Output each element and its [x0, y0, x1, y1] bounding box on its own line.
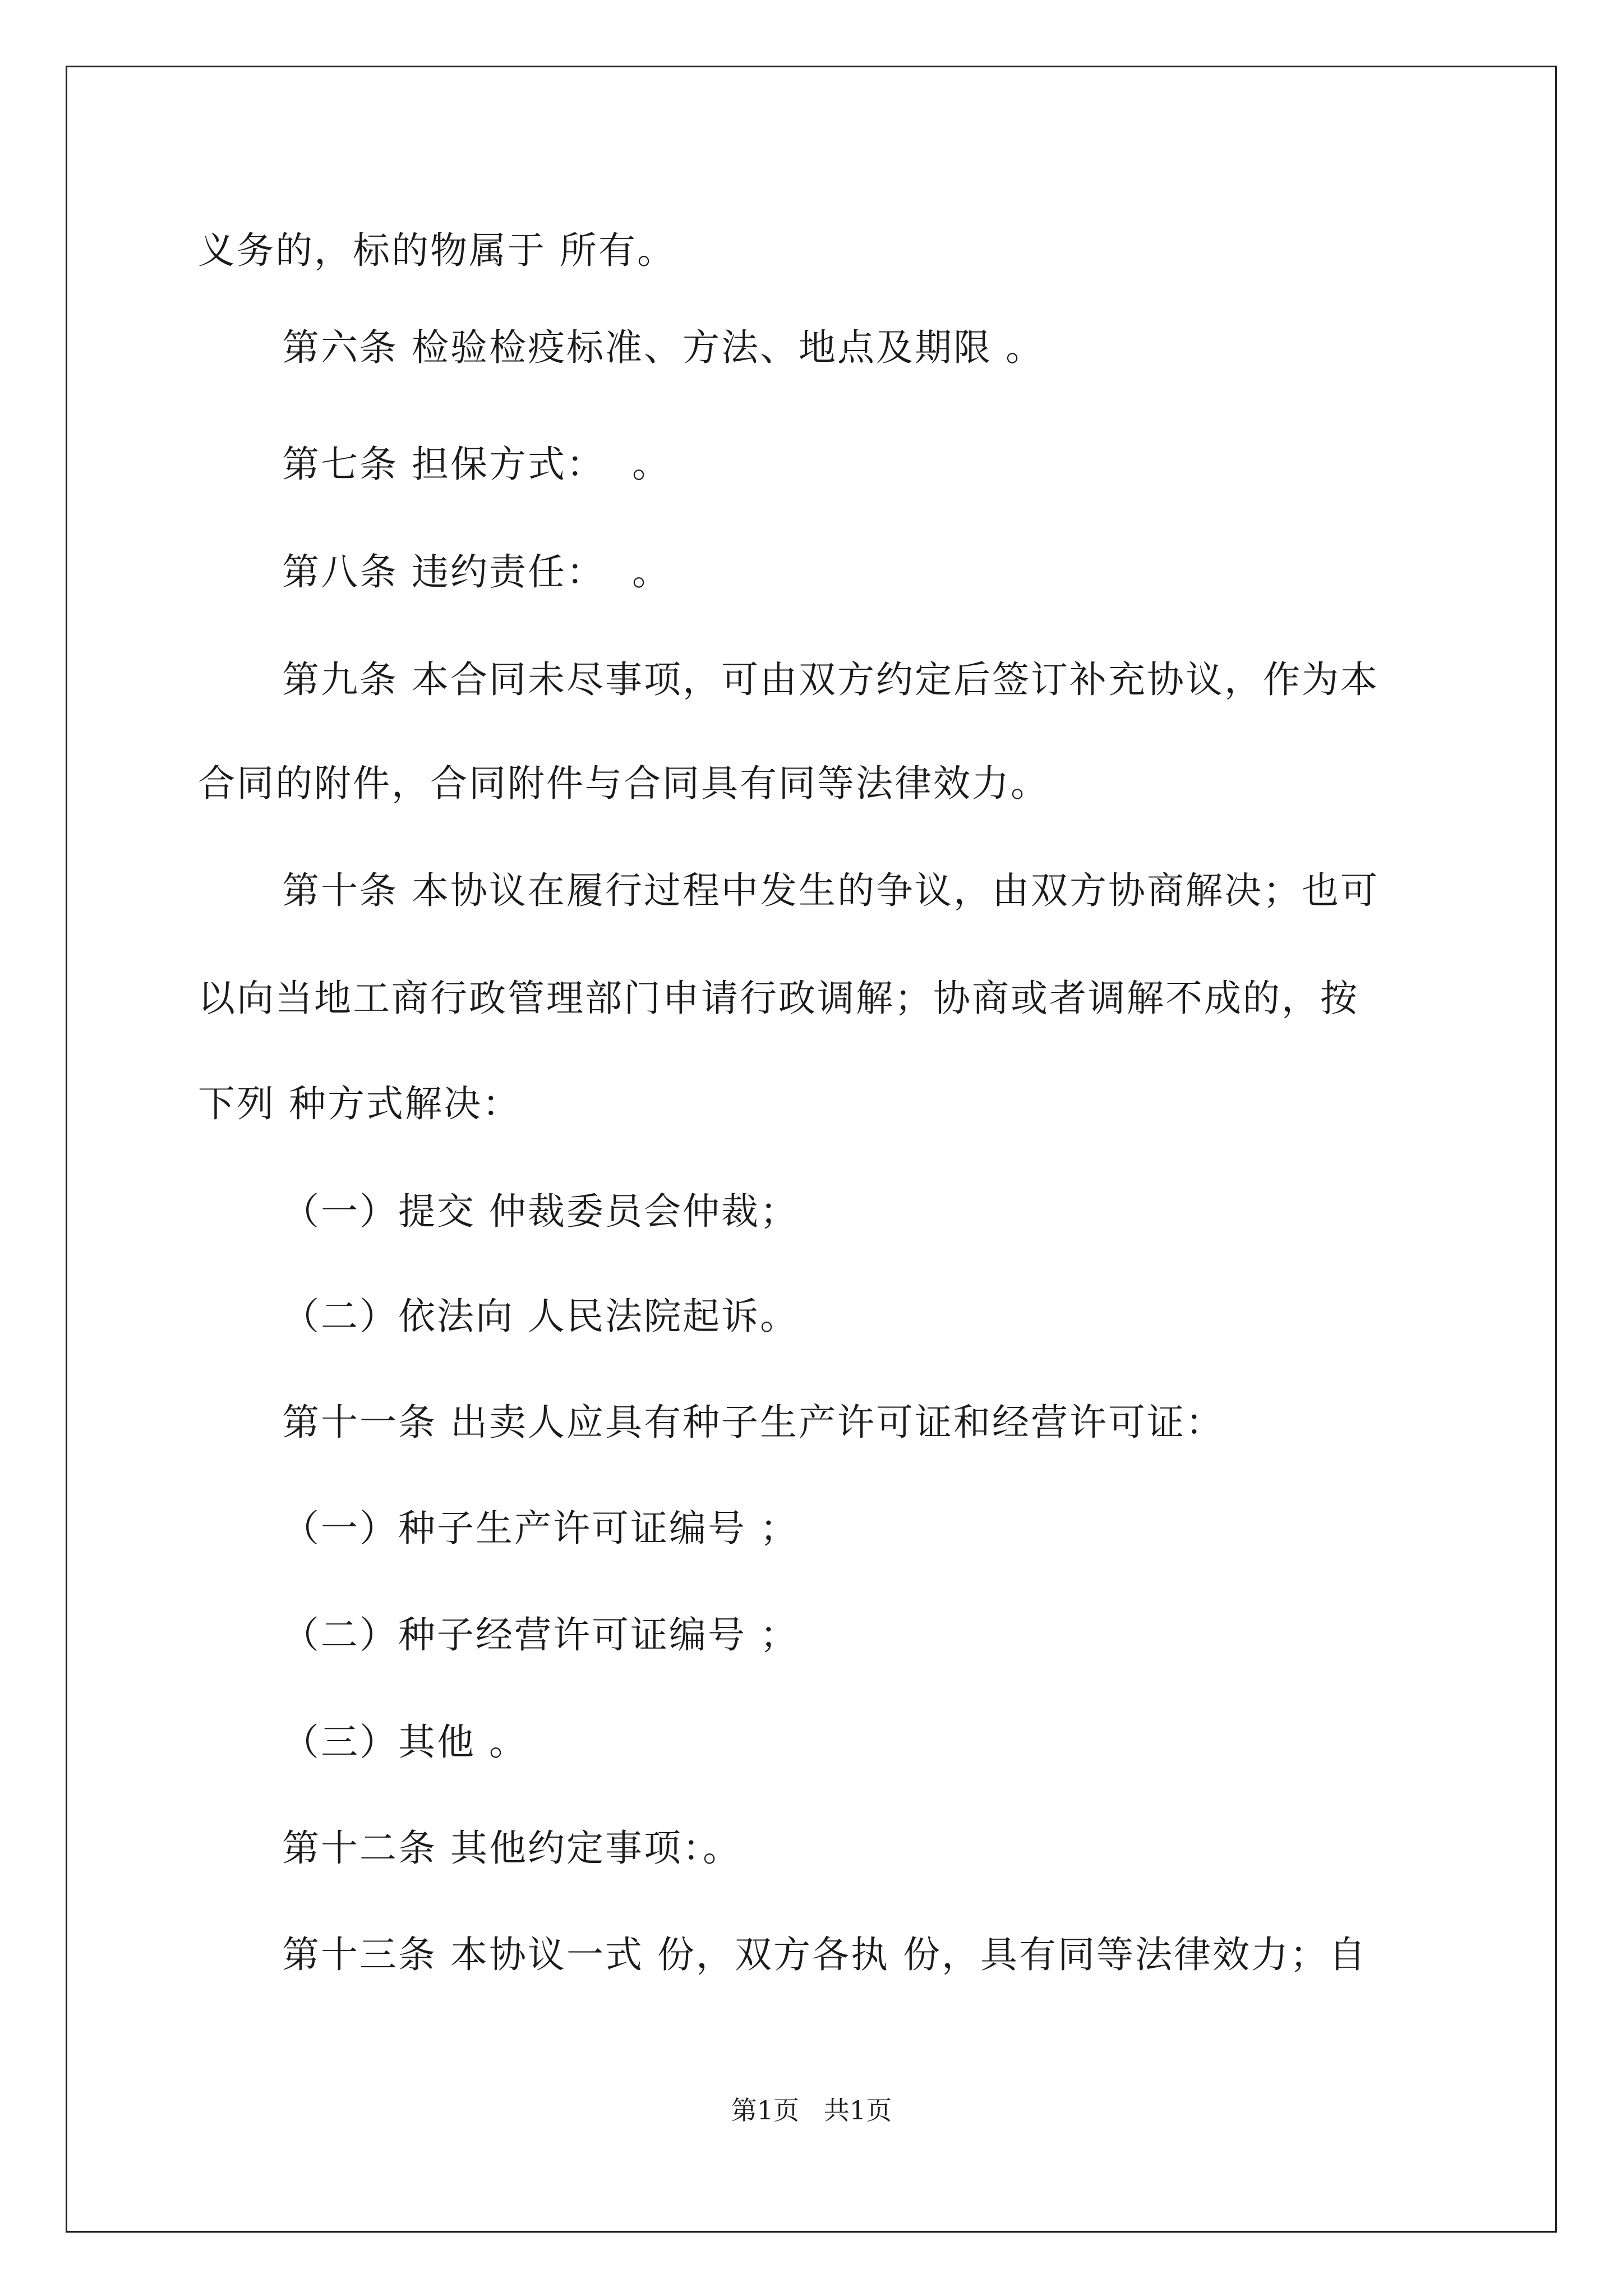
article-7: 第七条 担保方式： 。	[282, 443, 671, 486]
article-10-cont-2: 下列 种方式解决：	[198, 1082, 521, 1125]
article-11-item-3: （三）其他 。	[282, 1720, 528, 1764]
article-12: 第十二条 其他约定事项：。	[282, 1826, 741, 1870]
article-10: 第十条 本协议在履行过程中发生的争议，由双方协商解决；也可	[282, 869, 1379, 912]
article-11-item-1: （一）种子生产许可证编号 ；	[282, 1507, 799, 1550]
article-13: 第十三条 本协议一式 份，双方各执 份，具有同等法律效力；自	[282, 1933, 1367, 1976]
line-1: 义务的，标的物属于 所有。	[198, 229, 676, 272]
page-border	[66, 66, 1557, 2233]
article-10-item-2: （二）依法向 人民法院起诉。	[282, 1295, 799, 1338]
article-6: 第六条 检验检疫标准、方法、地点及期限 。	[282, 326, 1044, 369]
article-11: 第十一条 出卖人应具有种子生产许可证和经营许可证：	[282, 1401, 1224, 1444]
article-11-item-2: （二）种子经营许可证编号 ；	[282, 1613, 799, 1657]
page-footer: 第1页 共1页	[731, 2095, 892, 2125]
article-9-cont: 合同的附件，合同附件与合同具有同等法律效力。	[198, 762, 1049, 805]
article-9: 第九条 本合同未尽事项，可由双方约定后签订补充协议，作为本	[282, 658, 1379, 701]
article-10-cont-1: 以向当地工商行政管理部门申请行政调解；协商或者调解不成的，按	[198, 977, 1359, 1020]
article-10-item-1: （一）提交 仲裁委员会仲裁；	[282, 1190, 799, 1233]
article-8: 第八条 违约责任： 。	[282, 550, 671, 593]
